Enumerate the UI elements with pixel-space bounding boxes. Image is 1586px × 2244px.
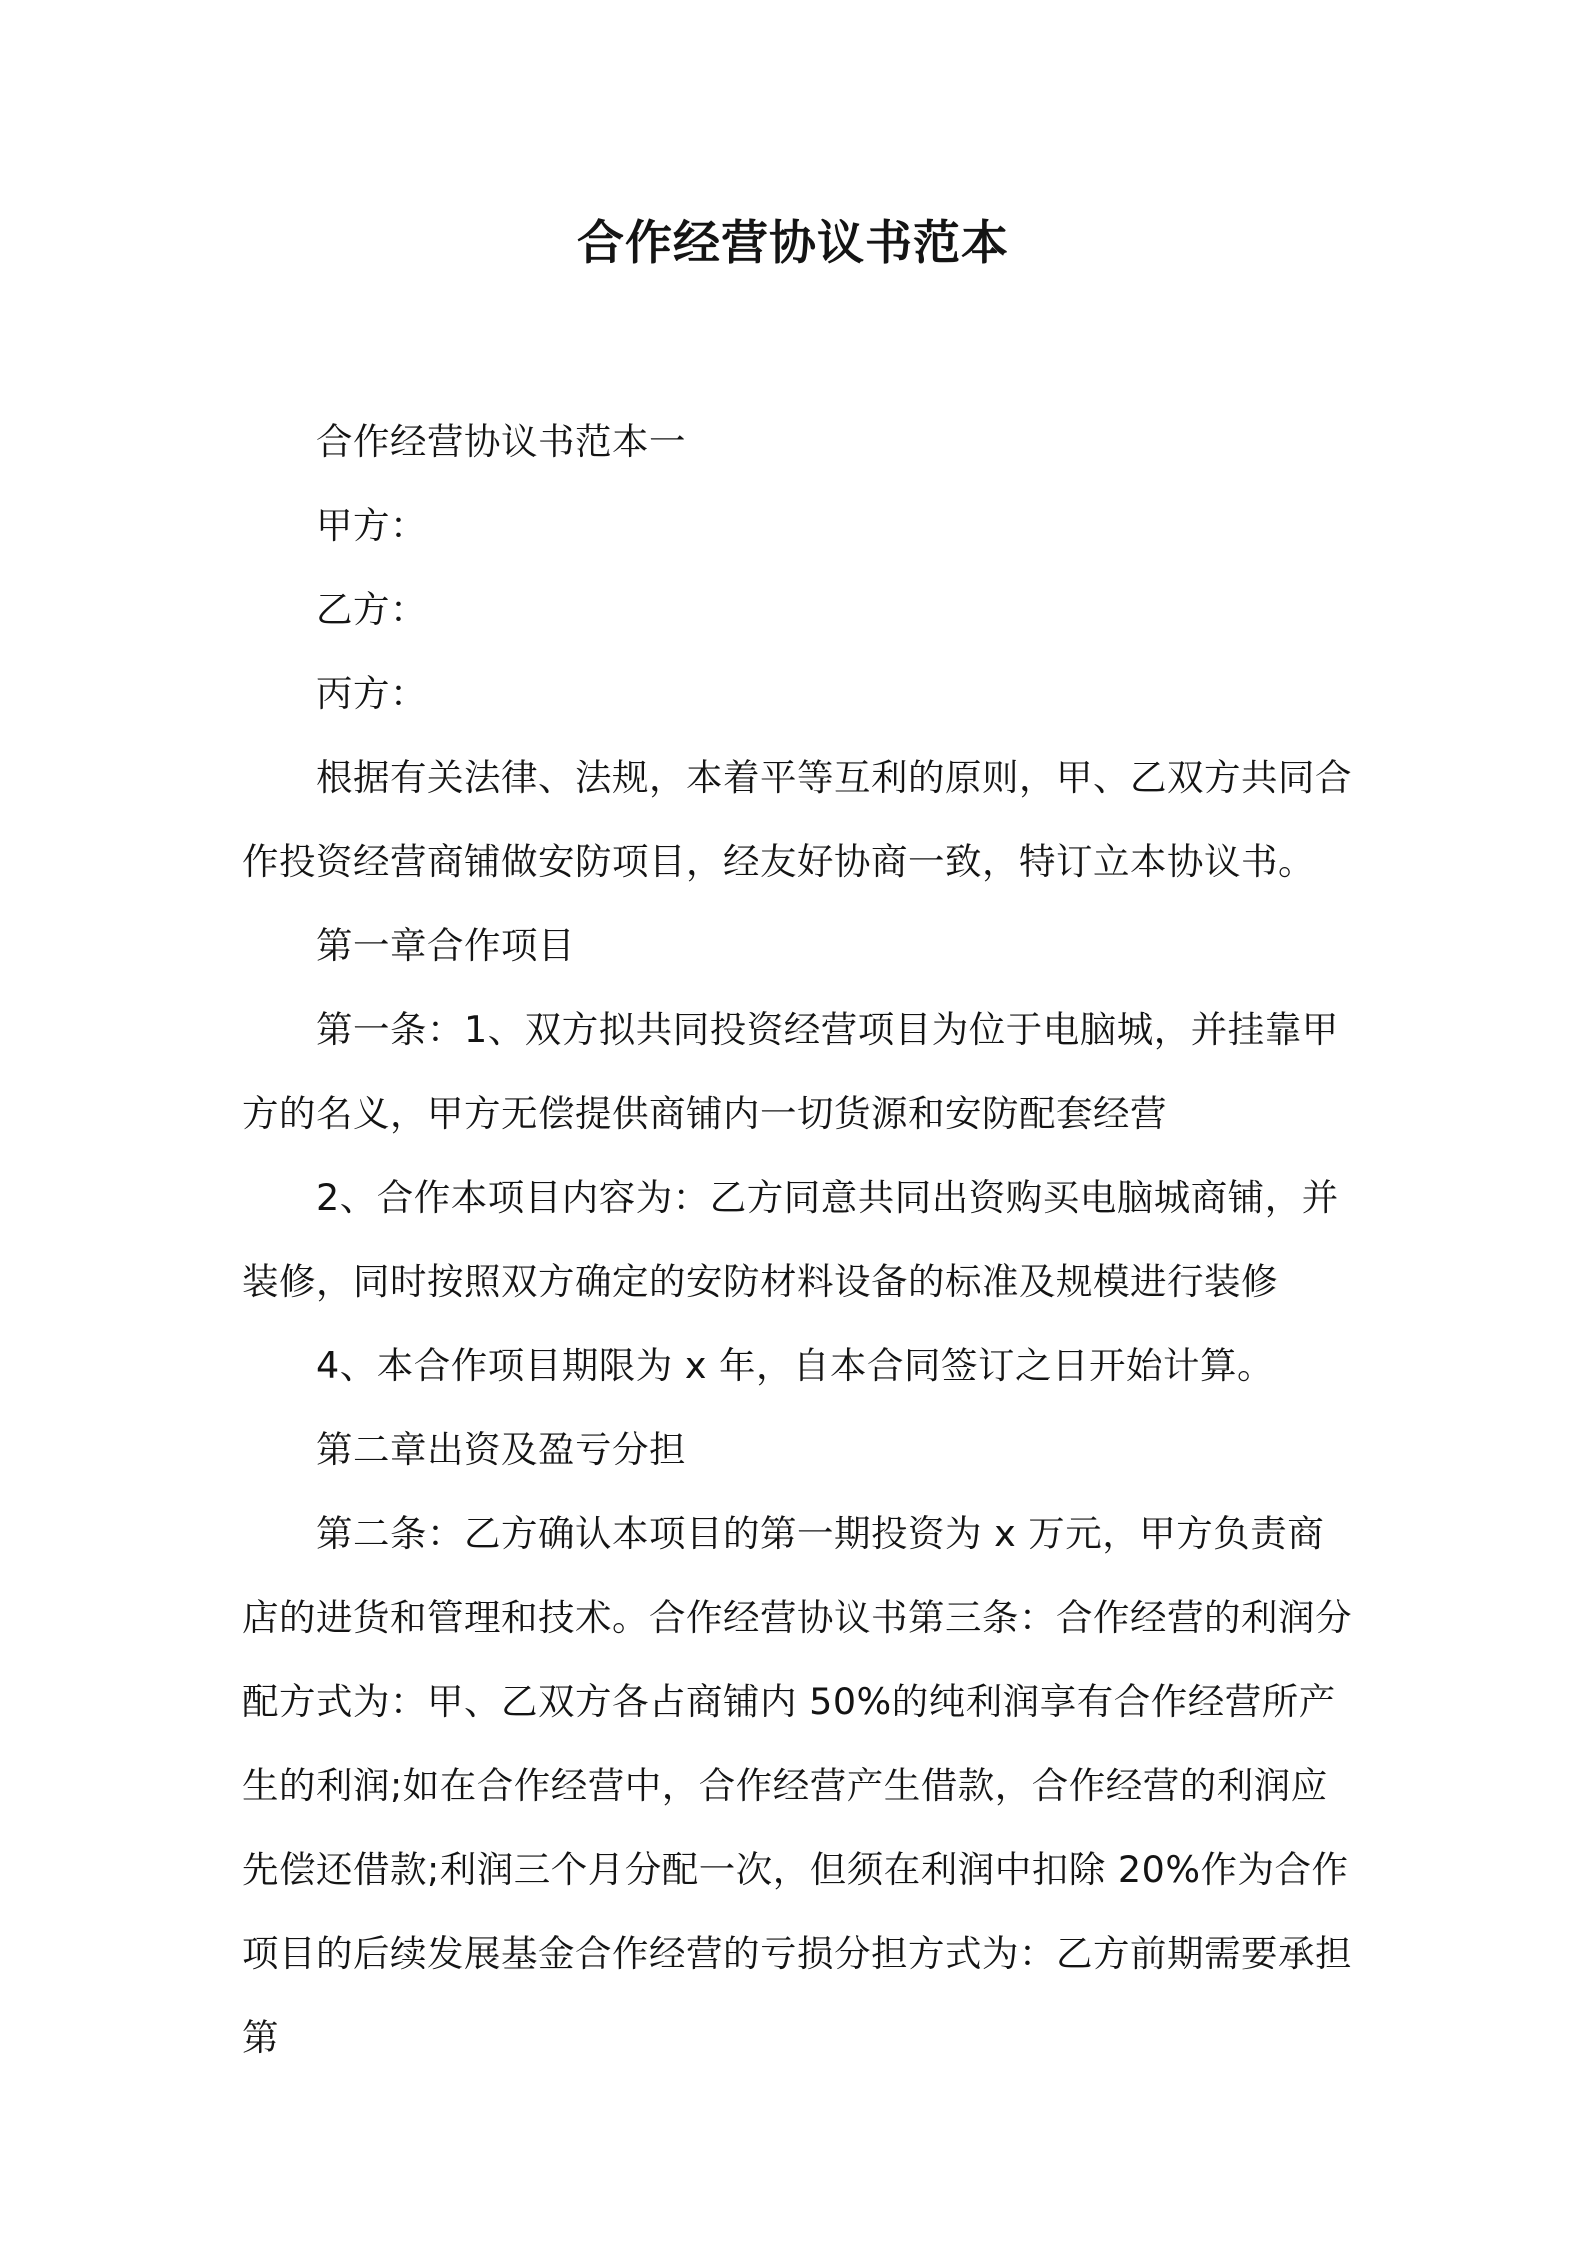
document-body (242, 400, 1360, 2080)
article-1-clause-2: 2、合作本项目内容为：乙方同意共同出资购买电脑城商铺，并装修，同时按照双方确定的安防材料设备的标准及规模进行装修 (242, 1176, 1339, 1303)
chapter-1-heading: 第一章合作项目 (316, 924, 575, 967)
chapter-2-heading: 第二章出资及盈亏分担 (316, 1428, 686, 1471)
article-1-clause-4: 4、本合作项目期限为 x 年，自本合同签订之日开始计算。 (316, 1344, 1275, 1387)
party-a-line: 甲方： (316, 504, 427, 547)
article-1-clause-1: 第一条：1、双方拟共同投资经营项目为位于电脑城，并挂靠甲方的名义，甲方无偿提供商铺内一切货源和安防配套经营 (242, 1008, 1339, 1135)
article-2-paragraph: 第二条：乙方确认本项目的第一期投资为 x 万元，甲方负责商店的进货和管理和技术。合作经营协议书第三条：合作经营的利润分配方式为：甲、乙双方各占商铺内 50%的纯利润享有合作经营所产生的利润;如在合作经营中，合作经营产生借款，合作经营的利润应先偿还借款;利润三个月分配一次，但须在利润中扣除 20%作为合作项目的后续发展基金合作经营的亏损分担方式为：乙方前期需要承担第 (242, 1512, 1352, 2059)
party-b-line: 乙方： (316, 588, 427, 631)
section-heading: 合作经营协议书范本一 (316, 420, 686, 463)
party-c-line: 丙方： (316, 672, 427, 715)
document-title: 合作经营协议书范本 (577, 216, 1009, 271)
preamble-paragraph: 根据有关法律、法规，本着平等互利的原则，甲、乙双方共同合作投资经营商铺做安防项目，经友好协商一致，特订立本协议书。 (242, 756, 1352, 883)
